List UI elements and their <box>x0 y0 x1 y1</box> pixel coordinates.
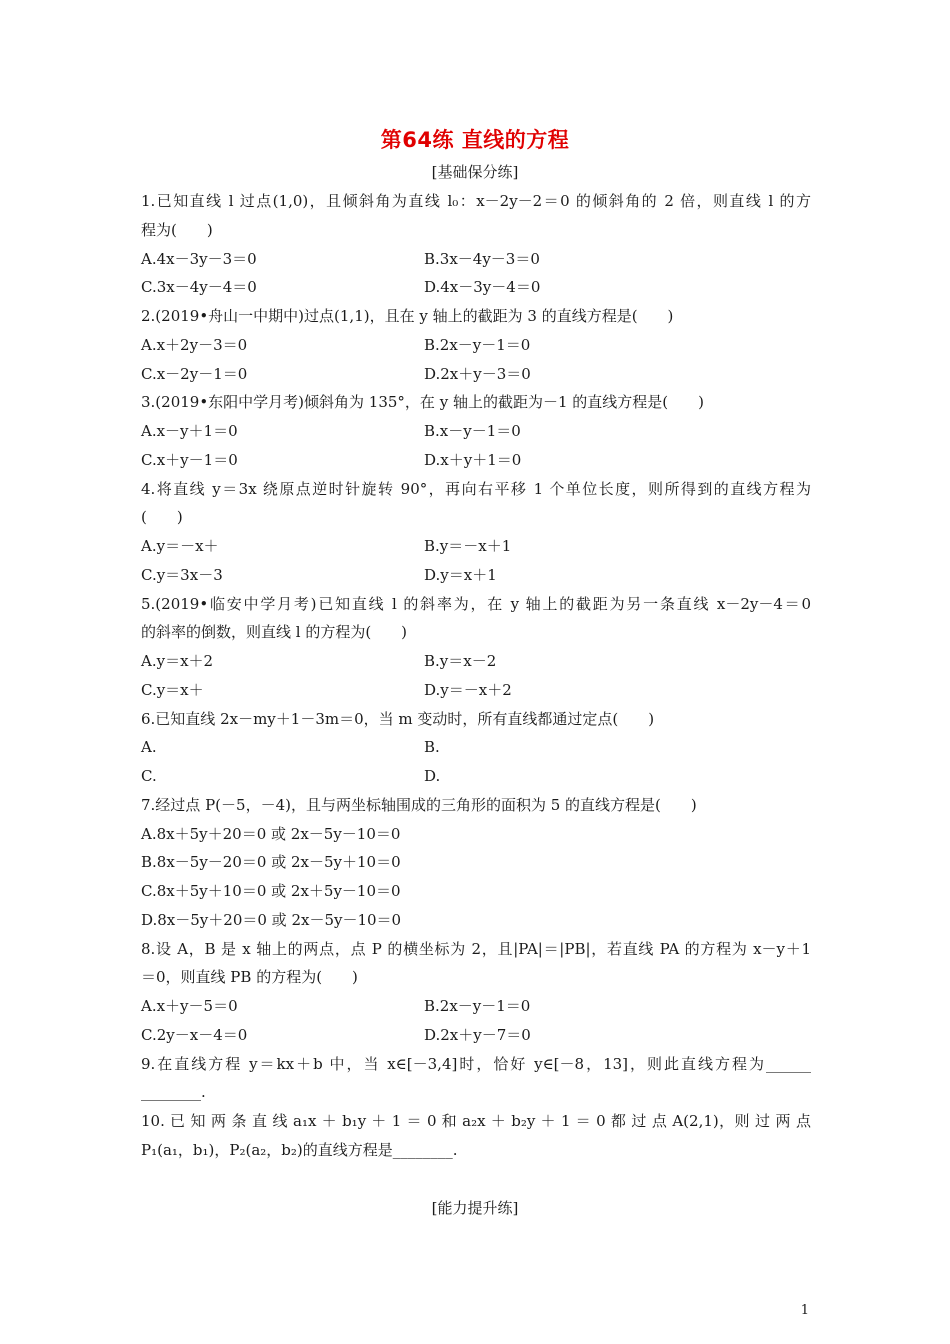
option-left: A.x－y＋1＝0 <box>141 422 238 440</box>
text-line: 9.在直线方程 y＝kx＋b 中，当 x∈[－3,4]时，恰好 y∈[－8，13]，则此直线方程为______ <box>141 1055 811 1073</box>
option-right: B. <box>424 738 440 756</box>
option-right: B.2x－y－1＝0 <box>424 336 531 354</box>
text-line: ( ) <box>141 508 183 526</box>
text-line: 6.已知直线 2x－my＋1－3m＝0，当 m 变动时，所有直线都通过定点( ) <box>141 710 655 728</box>
option-right: B.y＝－x＋1 <box>424 537 512 555</box>
page-number: 1 <box>800 1303 809 1318</box>
option-left: C.x＋y－1＝0 <box>141 451 238 469</box>
option-right: B.x－y－1＝0 <box>424 422 521 440</box>
option-right: D.y＝－x＋2 <box>424 681 512 699</box>
option-right: D.2x＋y－3＝0 <box>424 365 531 383</box>
option-left: A.y＝x＋2 <box>141 652 214 670</box>
text-line: P₁(a₁，b₁)，P₂(a₂，b₂)的直线方程是________. <box>141 1141 458 1159</box>
option-right: B.y＝x－2 <box>424 652 497 670</box>
option-right: D.x＋y＋1＝0 <box>424 451 522 469</box>
option-left: C.y＝x＋ <box>141 681 204 699</box>
text-line: C.8x＋5y＋10＝0 或 2x＋5y－10＝0 <box>141 882 401 900</box>
text-line: ＝0，则直线 PB 的方程为( ) <box>141 968 358 986</box>
option-left: C. <box>141 767 157 785</box>
text-line: A.8x＋5y＋20＝0 或 2x－5y－10＝0 <box>141 825 401 843</box>
text-line: 10. 已 知 两 条 直 线 a₁x ＋ b₁y ＋ 1 ＝ 0 和 a₂x ＋ b₂y ＋ 1 ＝ 0 都 过 点 A(2,1)，则 过 两 点 <box>141 1112 811 1130</box>
text-line: 7.经过点 P(－5，－4)，且与两坐标轴围成的三角形的面积为 5 的直线方程是( ) <box>141 796 697 814</box>
text-line: 的斜率的倒数，则直线 l 的方程为( ) <box>141 623 408 641</box>
option-left: A.x＋2y－3＝0 <box>141 336 248 354</box>
text-line: 3.(2019•东阳中学月考)倾斜角为 135°，在 y 轴上的截距为－1 的直线方程是( ) <box>141 393 704 411</box>
option-left: A.x＋y－5＝0 <box>141 997 238 1015</box>
text-line: D.8x－5y＋20＝0 或 2x－5y－10＝0 <box>141 911 402 929</box>
option-right: D. <box>424 767 441 785</box>
option-left: C.x－2y－1＝0 <box>141 365 248 383</box>
section-heading-advanced: [能力提升练] <box>431 1199 519 1217</box>
option-left: A.4x－3y－3＝0 <box>141 250 257 268</box>
section-heading-basic: [基础保分练] <box>431 163 519 181</box>
text-line: 2.(2019•舟山一中期中)过点(1,1)，且在 y 轴上的截距为 3 的直线方程是( ) <box>141 307 674 325</box>
option-right: B.3x－4y－3＝0 <box>424 250 540 268</box>
text-line: 程为( ) <box>141 221 213 239</box>
text-line: 8.设 A，B 是 x 轴上的两点，点 P 的横坐标为 2，且|PA|＝|PB|，若直线 PA 的方程为 x－y＋1 <box>141 940 811 958</box>
option-left: A. <box>141 738 157 756</box>
page-title: 第64练 直线的方程 <box>380 128 570 152</box>
option-left: C.3x－4y－4＝0 <box>141 278 257 296</box>
text-line: 1.已知直线 l 过点(1,0)，且倾斜角为直线 l₀：x－2y－2＝0 的倾斜角的 2 倍，则直线 l 的方 <box>141 192 811 210</box>
text-line: 5.(2019•临安中学月考)已知直线 l 的斜率为，在 y 轴上的截距为另一条直线 x－2y－4＝0 <box>141 595 811 613</box>
option-right: D.2x＋y－7＝0 <box>424 1026 531 1044</box>
option-left: A.y＝－x＋ <box>141 537 219 555</box>
option-right: D.4x－3y－4＝0 <box>424 278 541 296</box>
option-left: C.2y－x－4＝0 <box>141 1026 248 1044</box>
option-right: B.2x－y－1＝0 <box>424 997 531 1015</box>
option-right: D.y＝x＋1 <box>424 566 497 584</box>
text-line: 4.将直线 y＝3x 绕原点逆时针旋转 90°，再向右平移 1 个单位长度，则所得到的直线方程为 <box>141 480 811 498</box>
text-line: ________. <box>141 1083 206 1101</box>
option-left: C.y＝3x－3 <box>141 566 223 584</box>
text-line: B.8x－5y－20＝0 或 2x－5y＋10＝0 <box>141 853 401 871</box>
